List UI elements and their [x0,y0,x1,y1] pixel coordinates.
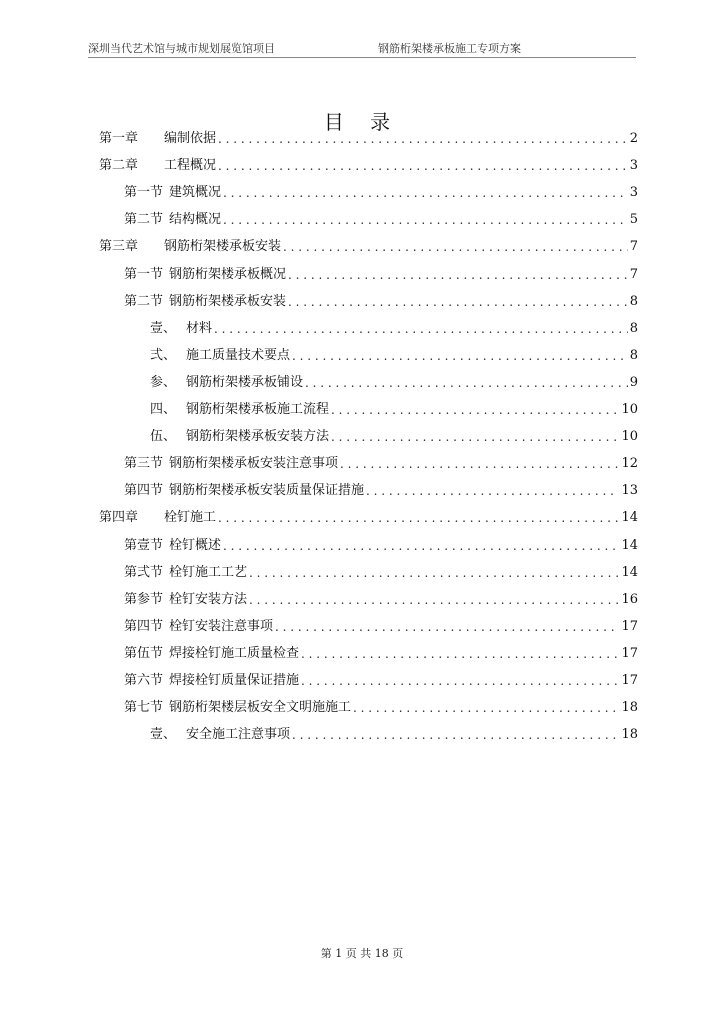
toc-leader-dots [275,616,619,638]
toc-entry-page: 12 [621,456,638,472]
toc-entry[interactable] [150,426,638,448]
toc-entry-number: 壹、 [150,727,177,743]
toc-entry-number: 第四章 [99,510,139,526]
toc-leader-dots [288,264,628,286]
toc-entry-title: 焊接栓钉质量保证措施 [169,673,300,688]
toc-leader-dots [218,128,628,150]
toc-leader-dots [305,372,628,394]
toc-entry-page: 18 [621,700,638,716]
toc-entry-number: 四、 [150,402,177,417]
toc-entry-number: 第参节 [124,591,164,607]
toc-entry-title: 钢筋桁架楼承板概况 [169,266,287,282]
toc-leader-dots [292,345,628,367]
toc-entry[interactable] [150,724,638,746]
toc-entry-title: 建筑概况 [169,185,222,201]
toc-leader-dots [283,236,628,258]
toc-entry-page: 8 [629,347,638,363]
toc-entry[interactable] [150,345,638,367]
toc-entry-number: 第一节 [124,185,164,201]
toc-entry-page: 17 [621,618,638,634]
toc-leader-dots [218,155,628,177]
toc-entry-title: 材料 [186,320,213,336]
toc-entry-number: 第四节 [124,483,164,499]
header-project-name: 深圳当代艺术馆与城市规划展览馆项目 [88,42,275,55]
toc-leader-dots [223,535,619,557]
toc-entry-title: 钢筋桁架楼承板安装注意事项 [169,456,339,472]
toc-entry-page: 3 [629,158,638,174]
toc-entry-title: 焊接栓钉施工质量检查 [169,645,300,661]
toc-entry[interactable] [124,182,638,204]
toc-entry[interactable] [124,453,638,475]
toc-entry[interactable] [124,562,638,584]
toc-entry[interactable] [99,507,638,529]
toc-entry[interactable] [124,589,638,611]
toc-leader-dots [331,399,619,421]
toc-entry-number: 第弍节 [124,564,164,580]
toc-entry-page: 7 [629,239,638,255]
toc-entry-title: 栓钉概述 [169,537,222,553]
toc-entry[interactable] [124,697,638,719]
toc-entry-title: 编制依据 [164,131,217,146]
toc-entry-page: 8 [629,320,638,336]
toc-leader-dots [331,426,619,448]
toc-entry-title: 结构概况 [169,212,222,228]
toc-entry[interactable] [150,399,638,421]
toc-entry-number: 第二节 [124,212,164,228]
toc-leader-dots [249,589,619,611]
toc-entry[interactable] [99,128,638,150]
toc-entry-number: 第一节 [124,266,164,282]
toc-entry[interactable] [124,209,638,231]
toc-entry-page: 16 [621,591,638,607]
toc-entry-title: 钢筋桁架楼承板安装质量保证措施 [169,483,365,499]
toc-entry-title: 钢筋桁架楼承板安装方法 [186,429,330,445]
toc-entry-title: 钢筋桁架楼层板安全文明施施工 [169,700,352,716]
toc-entry-title: 栓钉安装注意事项 [169,618,274,634]
toc-entry-number: 第二节 [124,293,164,309]
toc-entry-page: 14 [621,537,638,553]
header-rule [88,57,636,58]
toc-entry[interactable] [124,643,638,665]
toc-leader-dots [223,209,628,231]
toc-leader-dots [288,291,628,313]
toc-entry-page: 10 [621,429,638,445]
toc-entry-number: 弍、 [150,347,177,363]
toc-entry-number: 第三章 [99,239,139,255]
toc-entry-page: 14 [621,564,638,580]
toc-entry-page: 17 [621,673,638,688]
toc-leader-dots [249,562,619,584]
toc-entry-page: 18 [621,727,638,743]
toc-entry-page: 17 [621,645,638,661]
toc-entry-page: 13 [621,483,638,499]
toc-entry[interactable] [99,155,638,177]
toc-entry-page: 14 [621,510,638,526]
toc-entry-title: 钢筋桁架楼承板施工流程 [186,402,330,417]
toc-entry-page: 10 [621,402,638,417]
toc-entry-page: 7 [629,266,638,282]
toc-leader-dots [214,318,628,340]
toc-entry[interactable] [124,480,638,502]
toc-leader-dots [301,643,619,665]
toc-entry-number: 第三节 [124,456,164,472]
toc-entry[interactable] [124,535,638,557]
toc-entry-title: 栓钉施工工艺 [169,564,248,580]
header-document-name: 钢筋桁架楼承板施工专项方案 [378,42,521,55]
toc-title: 目 录 [323,110,401,134]
toc-entry-page: 2 [629,131,638,146]
toc-entry[interactable] [124,264,638,286]
toc-entry-number: 参、 [150,374,177,390]
toc-entry-title: 钢筋桁架楼承板安装 [169,293,287,309]
toc-entry[interactable] [99,236,638,258]
toc-entry-title: 安全施工注意事项 [186,727,291,743]
toc-entry[interactable] [150,318,638,340]
toc-entry-title: 栓钉安装方法 [169,591,248,607]
toc-leader-dots [218,507,619,529]
toc-entry-title: 施工质量技术要点 [186,347,291,363]
toc-entry-number: 第四节 [124,618,164,634]
toc-entry[interactable] [124,291,638,313]
toc-entry[interactable] [150,372,638,394]
toc-entry-title: 栓钉施工 [164,510,217,526]
toc-entry[interactable] [124,670,638,692]
toc-entry-page: 9 [629,374,638,390]
toc-entry-page: 3 [629,185,638,201]
toc-leader-dots [353,697,619,719]
toc-leader-dots [292,724,619,746]
toc-entry-number: 壹、 [150,320,177,336]
toc-leader-dots [340,453,619,475]
toc-entry-page: 5 [629,212,638,228]
toc-entry-number: 第七节 [124,700,164,716]
toc-leader-dots [366,480,619,502]
toc-entry-number: 第壹节 [124,537,164,553]
toc-entry-number: 第六节 [124,673,164,688]
toc-entry-number: 伍、 [150,429,177,445]
toc-entry-number: 第二章 [99,158,139,174]
toc-entry-title: 钢筋桁架楼承板铺设 [186,374,304,390]
toc-entry[interactable] [124,616,638,638]
toc-leader-dots [223,182,628,204]
toc-entry-number: 第伍节 [124,645,164,661]
toc-entry-title: 钢筋桁架楼承板安装 [164,239,282,255]
toc-entry-title: 工程概况 [164,158,217,174]
page-footer: 第 1 页 共 18 页 [320,947,404,960]
toc-entry-page: 8 [629,293,638,309]
toc-entry-number: 第一章 [99,131,139,146]
toc-leader-dots [301,670,619,692]
